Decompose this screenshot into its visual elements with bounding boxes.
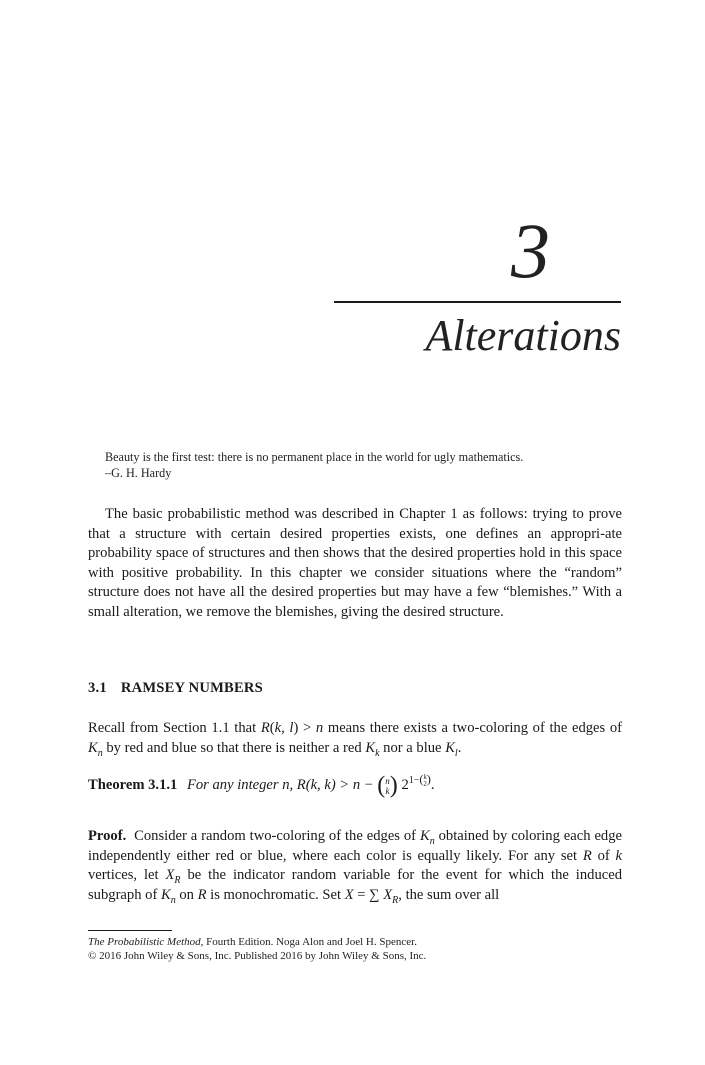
epigraph [105, 449, 625, 481]
proof-text: be the indicator random variable for the event for which the induced subgraph of [88, 867, 622, 903]
theorem-statement: For any integer n, R(k, k) > n − [186, 777, 374, 793]
theorem: Theorem 3.1.1 For any integer n, R(k, k) > n − (n k) $2^{1-(k 2)}$. [88, 772, 435, 799]
footnote [88, 935, 622, 963]
proof-paragraph: Proof. Consider a random two-coloring of the edges of $K_n$ obtained by coloring each edge independently either red or blue, where each color is equally likely. For any set R of k vertices, let $X_R$ be the indicator random variable for the event for which the induced subgraph of $K_n$ on R is monochromatic. Set X = ∑ $X_R$, the sum over all [88, 828, 622, 906]
chapter-title: Alterations [425, 311, 621, 360]
proof-text: of [591, 847, 616, 864]
epigraph-quote: Beauty is the first test: there is no permanent place in the world for ugly mathematics. [105, 450, 524, 464]
proof-text: , the sum over all [398, 886, 500, 903]
intro-paragraph: The basic probabilistic method was described in Chapter 1 as follows: trying to prove that a structure with certain desired properties exists, one defines an appropri-ate probability space of structures and then shows that the desired properties hold in this space with positive probability. In this chapter we consider situations where the “random” structure does not have all the desired properties but may have a few “blemishes.” With a small alteration, we remove the blemishes, giving the desired structure. [88, 506, 622, 620]
recall-text: means there exists a two-coloring of the edges of [323, 720, 623, 736]
footnote-edition: , Fourth Edition. Noga Alon and Joel H. Spencer. [200, 936, 417, 948]
proof-text: on [175, 886, 198, 903]
proof-text: is monochromatic. Set [206, 886, 345, 903]
binomial-n-k: (n k) [377, 772, 398, 799]
proof-text: vertices, let [88, 867, 166, 883]
footnote-copyright: © 2016 John Wiley & Sons, Inc. Published 2016 by John Wiley & Sons, Inc. [88, 950, 427, 962]
proof-text: obtained by coloring each edge independently either red or blue, where each color is equally likely. For any set [88, 828, 622, 864]
footnote-rule [88, 930, 172, 931]
section-number: 3.1 [88, 680, 107, 696]
epigraph-attribution: –G. H. Hardy [105, 466, 172, 480]
recall-text: by red and blue so that there is neither a red [102, 739, 366, 756]
chapter-number: 3 [511, 207, 550, 294]
proof-label: Proof. [88, 828, 127, 844]
recall-paragraph: Recall from Section 1.1 that R(k, l) > n means there exists a two-coloring of the edges of $K_n$ by red and blue so that there is neither a red $K_k$ nor a blue $K_l$. [88, 720, 623, 759]
footnote-book-title: The Probabilistic Method [88, 936, 201, 948]
section-heading [88, 680, 263, 697]
section-title: RAMSEY NUMBERS [120, 680, 263, 696]
recall-text: Recall from Section 1.1 that [88, 720, 261, 736]
theorem-label: Theorem 3.1.1 [88, 777, 178, 793]
proof-text: Consider a random two-coloring of the edges of [134, 828, 420, 844]
recall-text: . [457, 739, 462, 756]
recall-text: nor a blue [379, 739, 446, 756]
chapter-rule [334, 301, 621, 303]
